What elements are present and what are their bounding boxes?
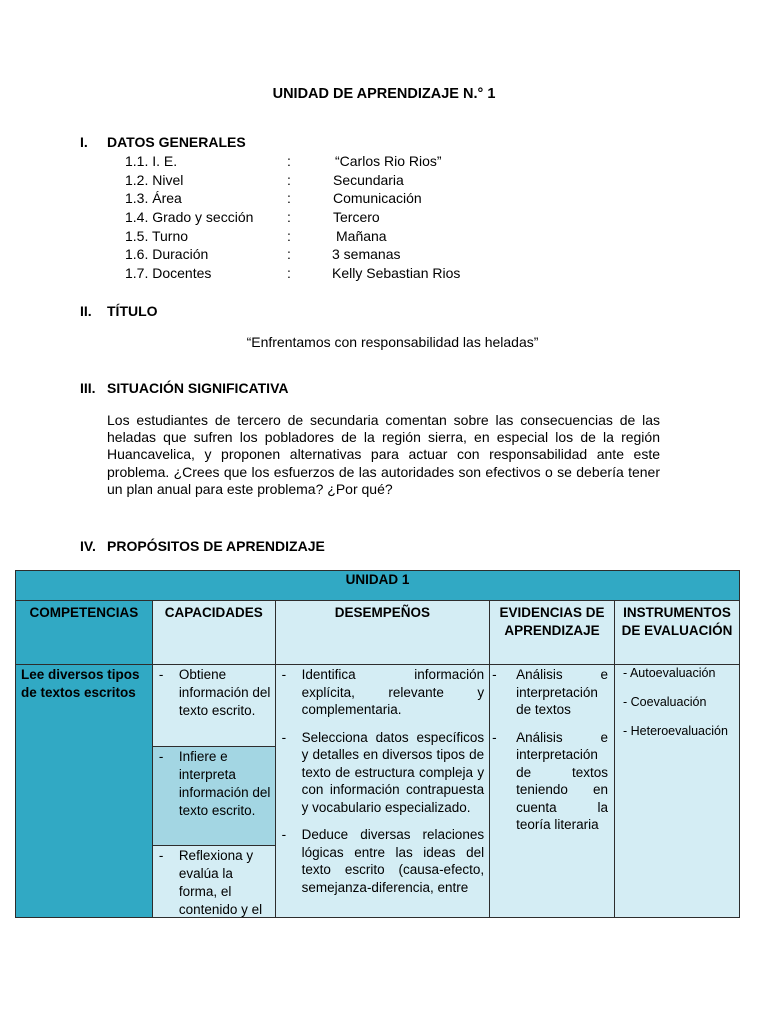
capacidad-text: Infiere e interpreta información del texto escrito.	[178, 749, 271, 818]
datos-label: 1.2. Nivel	[125, 172, 184, 188]
datos-value: Kelly Sebastian Rios	[332, 265, 461, 281]
list-item	[153, 747, 275, 820]
titulo-text: “Enfrentamos con responsabilidad las heladas”	[246, 334, 539, 350]
desempeno-text: Deduce diversas relaciones lógicas entre las ideas del texto escrito (causa-efecto, semejanza-diferencia, entre	[301, 827, 485, 895]
section-label: TÍTULO	[107, 303, 158, 319]
list-item: - Heteroevaluación	[623, 724, 728, 738]
datos-label: 1.4. Grado y sección	[125, 209, 254, 225]
datos-value: 3 semanas	[332, 246, 401, 262]
list-item: - Coevaluación	[623, 695, 707, 709]
datos-value: Secundaria	[333, 172, 404, 188]
header-capacidades: CAPACIDADES	[152, 601, 275, 665]
section-heading-titulo	[80, 303, 158, 319]
section-label: PROPÓSITOS DE APRENDIZAJE	[107, 538, 325, 554]
header-desempenos: DESEMPEÑOS	[275, 601, 489, 665]
datos-label: 1.5. Turno	[125, 228, 189, 244]
bullet-dash: -	[281, 827, 287, 842]
capacidad-text: Obtiene información del texto escrito.	[178, 667, 271, 718]
list-item: - Autoevaluación	[623, 666, 716, 680]
section-heading-situacion	[80, 380, 288, 396]
desempenos-cell	[275, 665, 489, 918]
datos-separator: :	[287, 172, 291, 188]
header-instrumentos: INSTRUMENTOS DE EVALUACIÓN	[615, 601, 740, 665]
header-evidencias: EVIDENCIAS DE APRENDIZAJE	[490, 601, 615, 665]
instrumentos-cell	[615, 665, 740, 918]
desempeno-text: Identifica información explícita, relevante y complementaria.	[301, 667, 485, 717]
list-item	[282, 666, 484, 719]
datos-separator: :	[287, 246, 291, 262]
evidencias-cell	[490, 665, 615, 918]
evidencia-text: Análisis e interpretación de textos teniendo en cuenta la teoría literaria	[516, 729, 609, 832]
datos-separator: :	[287, 190, 291, 206]
datos-value: Mañana	[336, 228, 387, 244]
datos-separator: :	[287, 153, 291, 169]
situacion-paragraph: Los estudiantes de tercero de secundaria comentan sobre las consecuencias de las heladas que sufren los pobladores de la región sierra, en especial los de la región Huancavelica, y proponen alternativas para actuar con responsabilidad ante este problema. ¿Crees que los esfuerzos de las autoridades son efectivos o se debería tener un plan anual para este problema? ¿Por qué?	[107, 412, 660, 497]
datos-label: 1.7. Docentes	[125, 265, 212, 281]
document-title: UNIDAD DE APRENDIZAJE N.° 1	[272, 86, 496, 102]
propositos-table	[15, 570, 740, 918]
capacidad-cell	[152, 846, 275, 918]
bullet-dash: -	[492, 729, 497, 745]
datos-label: 1.3. Área	[125, 190, 182, 206]
datos-separator: :	[287, 209, 291, 225]
datos-separator: :	[287, 265, 291, 281]
bullet-dash: -	[158, 749, 164, 764]
list-item	[282, 826, 484, 896]
list-item	[153, 665, 275, 720]
list-item	[492, 729, 608, 834]
bullet-dash: -	[158, 667, 164, 682]
unidad-header: UNIDAD 1	[16, 571, 740, 601]
datos-value: Comunicación	[333, 190, 422, 206]
section-number: IV.	[80, 538, 96, 554]
bullet-dash: -	[281, 667, 287, 682]
list-item	[153, 846, 275, 917]
datos-separator: :	[287, 228, 291, 244]
bullet-dash: -	[281, 729, 287, 745]
header-competencias: COMPETENCIAS	[16, 601, 153, 665]
section-label: SITUACIÓN SIGNIFICATIVA	[107, 380, 289, 396]
section-number: I.	[80, 134, 88, 150]
datos-label: 1.1. I. E.	[125, 153, 178, 169]
section-number: III.	[80, 380, 96, 396]
capacidad-cell	[152, 665, 275, 747]
section-number: II.	[80, 303, 92, 319]
bullet-dash: -	[158, 848, 164, 863]
competencia-cell	[16, 665, 153, 918]
list-item	[282, 729, 484, 817]
capacidad-cell	[152, 747, 275, 846]
capacidad-text: Reflexiona y evalúa la forma, el contenido y el	[178, 848, 263, 917]
evidencia-text: Análisis e interpretación de textos	[516, 667, 609, 717]
list-item	[492, 666, 608, 719]
section-heading-datos	[80, 134, 246, 150]
section-heading-propositos	[80, 538, 325, 554]
datos-label: 1.6. Duración	[125, 246, 209, 262]
section-label: DATOS GENERALES	[107, 134, 246, 150]
datos-value: “Carlos Rio Rios”	[335, 153, 442, 169]
desempeno-text: Selecciona datos específicos y detalles en diversos tipos de texto de estructura compleja y con información contrapuesta y vocabulario especializado.	[301, 729, 485, 815]
competencia-text: Lee diversos tipos de textos escritos	[21, 667, 140, 700]
bullet-dash: -	[492, 667, 497, 682]
datos-value: Tercero	[333, 209, 380, 225]
